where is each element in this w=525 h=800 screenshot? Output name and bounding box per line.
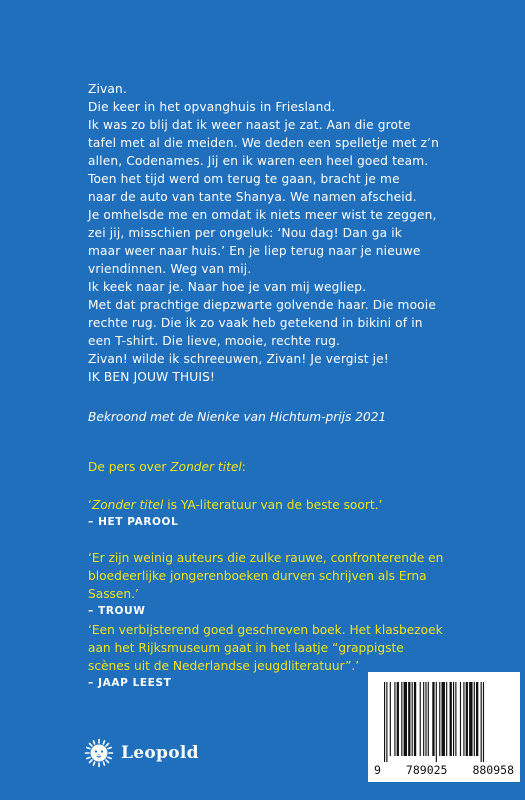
excerpt-line: een T-shirt. Die lieve, mooie, rechte rug. [88,334,341,348]
quote-line: ‘Een verbijsterend goed geschreven boek. Het klasbezoek [88,623,443,637]
publisher-logo [84,738,199,768]
excerpt-line: Zivan! wilde ik schreeuwen, Zivan! Je vergist je! [88,352,389,366]
press-heading-prefix: De pers over [88,460,171,474]
excerpt-line: allen, Codenames. Jij en ik waren een heel goed team. [88,154,429,168]
barcode-bar [386,682,387,762]
barcode-bar [483,682,484,762]
barcode-bar [428,682,429,756]
barcode-bar [442,682,445,756]
barcode-bar [450,682,452,756]
excerpt-line: rechte rug. Die ik zo vaak heb getekend in bikini of in [88,316,423,330]
isbn-group-2: 880958 [472,763,514,777]
barcode-bar [460,682,461,756]
barcode-bar [412,682,413,756]
barcode-bar [397,682,399,756]
lion-head-icon [84,738,114,768]
barcode-bar [466,682,468,756]
isbn-number [374,763,514,777]
award-line: Bekroond met de Nienke van Hichtum-prijs 2021 [88,410,387,424]
barcode-bar [446,682,447,756]
quote-line: scènes uit de Nederlandse jeugdliteratuur”.’ [88,659,360,673]
quote-source: – TROUW [88,605,146,617]
barcode-bar [401,682,402,756]
barcode-bar [390,682,391,756]
barcode-bar [463,682,464,756]
excerpt-text [88,80,458,386]
excerpt-line: Toen het tijd werd om terug te gaan, bracht je me [88,172,400,186]
barcode-bar [394,682,395,756]
barcode-bar [474,682,475,756]
barcode-bar [423,682,424,756]
quote-line: aan het Rijksmuseum gaat in het laatje “grappigste [88,641,404,655]
barcode-bar [404,682,407,756]
press-heading [88,460,246,474]
publisher-name: Leopold [121,743,199,763]
isbn-barcode [368,672,520,782]
press-heading-title: Zonder titel [170,460,242,474]
excerpt-line: maar weer naar huis.’ En je liep terug naar je nieuwe [88,244,421,258]
quote-open-mark: ‘ [88,498,92,512]
barcode-bar [455,682,456,756]
isbn-prefix: 9 [374,763,381,777]
press-quote-parool [88,496,448,530]
excerpt-line: Je omhelsde me en omdat ik niets meer wist te zeggen, [88,208,437,222]
barcode-bar [439,682,440,756]
excerpt-line: Die keer in het opvanghuis in Friesland. [88,100,336,114]
barcode-bar [436,682,437,762]
quote-line: Sassen.’ [88,587,139,601]
quote-line [88,496,448,514]
barcode-bar [420,682,421,756]
barcode-bar [384,682,385,762]
excerpt-line: IK BEN JOUW THUIS! [88,370,215,384]
excerpt-line: Zivan. [88,82,127,96]
barcode-bar [481,682,482,762]
barcode-bar [414,682,416,756]
excerpt-line: naar de auto van tante Shanya. We namen afscheid. [88,190,417,204]
press-heading-suffix: : [241,460,246,474]
barcode-bars [382,682,506,762]
excerpt-line: Ik was zo blij dat ik weer naast je zat. Aan die grote [88,118,411,132]
quote-book-title: Zonder titel [91,498,164,512]
barcode-bar [476,682,478,756]
excerpt-line: tafel met al die meiden. We deden een spelletje met z’n [88,136,440,150]
press-quote-trouw [88,549,448,619]
quote-source: – JAAP LEEST [88,677,172,689]
barcode-bar [453,682,454,756]
barcode-bar [425,682,426,756]
barcode-bar [408,682,410,756]
quote-source: – HET PAROOL [88,516,179,528]
quote-line: ‘Er zijn weinig auteurs die zulke rauwe, confronterende en [88,551,444,565]
quote-rest: is YA-literatuur van de beste soort.’ [163,498,383,512]
quote-line: bloedeerlijke jongerenboeken durven schrijven als Erna [88,569,427,583]
barcode-bar [432,682,434,756]
excerpt-line: vriendinnen. Weg van mij. [88,262,252,276]
excerpt-line: Ik keek naar je. Naar hoe je van mij wegliep. [88,280,367,294]
isbn-group-1: 789025 [405,763,448,777]
excerpt-line: zei jij, misschien per ongeluk: ‘Nou dag! Dan ga ik [88,226,402,240]
barcode-bar [469,682,472,756]
excerpt-line: Met dat prachtige diepzwarte golvende haar. Die mooie [88,298,436,312]
